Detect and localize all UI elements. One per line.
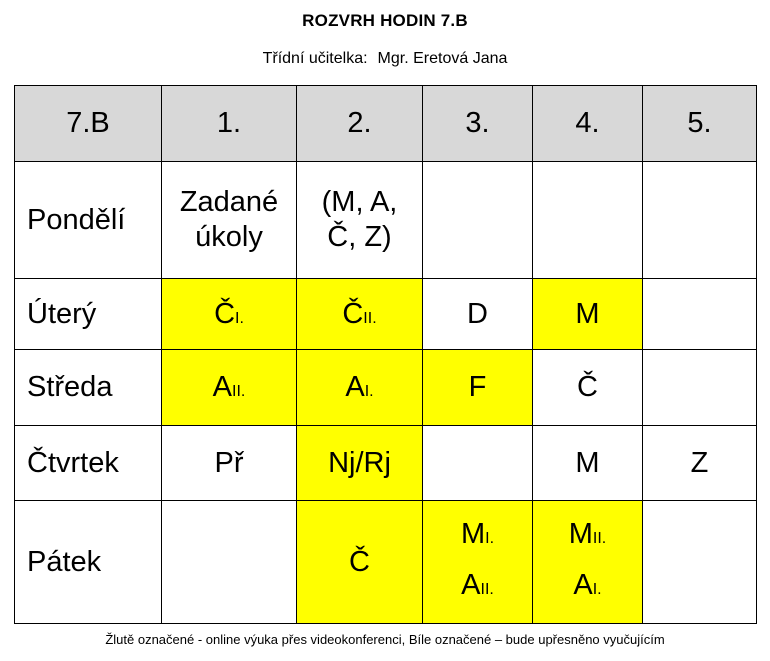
group: I. [485, 530, 495, 547]
teacher-name: Mgr. Eretová Jana [377, 50, 508, 67]
subject: M [568, 518, 593, 550]
cell-tue-5 [643, 279, 757, 350]
cell-tue-1 [162, 279, 297, 350]
row-monday [15, 162, 757, 279]
header-period-4: 4. [533, 86, 643, 162]
row-tuesday [15, 279, 757, 350]
header-period-3: 3. [423, 86, 533, 162]
cell-thu-3 [423, 426, 533, 501]
subject: A [461, 569, 481, 601]
teacher-label: Třídní učitelka: [262, 50, 368, 67]
cell-line: úkoly [195, 221, 263, 253]
cell-fri-4 [533, 501, 643, 624]
header-period-5: 5. [643, 86, 757, 162]
row-friday [15, 501, 757, 624]
subject: Č [214, 297, 236, 330]
header-period-1: 1. [162, 86, 297, 162]
cell-wed-4: Č [533, 350, 643, 426]
cell-mon-1 [162, 162, 297, 279]
row-thursday [15, 426, 757, 501]
header-class: 7.B [15, 86, 162, 162]
cell-line: Zadané [179, 186, 279, 219]
group: I. [235, 309, 244, 327]
cell-thu-1: Př [162, 426, 297, 501]
header-period-2: 2. [297, 86, 423, 162]
cell-mon-3 [423, 162, 533, 279]
subject: A [345, 371, 365, 404]
cell-fri-2: Č [297, 501, 423, 624]
group: I. [364, 383, 374, 401]
day-label: Pondělí [15, 162, 162, 279]
cell-wed-5 [643, 350, 757, 426]
group: II. [363, 309, 377, 327]
cell-tue-2 [297, 279, 423, 350]
group: II. [232, 383, 246, 401]
cell-mon-5 [643, 162, 757, 279]
cell-fri-5 [643, 501, 757, 624]
cell-wed-3: F [423, 350, 533, 426]
subject: Č [342, 297, 364, 330]
cell-thu-5: Z [643, 426, 757, 501]
day-label: Úterý [15, 279, 162, 350]
day-label: Pátek [15, 501, 162, 624]
subject: M [460, 518, 486, 550]
page-title: ROZVRH HODIN 7.B [302, 11, 468, 30]
day-label: Středa [15, 350, 162, 426]
cell-line: Č, Z) [327, 221, 392, 253]
teacher-line [0, 50, 770, 68]
group: II. [592, 530, 607, 547]
row-wednesday [15, 350, 757, 426]
day-label: Čtvrtek [15, 426, 162, 501]
footnote: Žlutě označené - online výuka přes videokonferenci, Bíle označené – bude upřesněno vyučujícím [105, 632, 665, 647]
cell-line: (M, A, [321, 186, 398, 219]
cell-mon-4 [533, 162, 643, 279]
group: II. [480, 581, 494, 598]
cell-tue-4: M [533, 279, 643, 350]
subject: A [573, 569, 593, 601]
subject: A [212, 371, 232, 404]
cell-tue-3: D [423, 279, 533, 350]
cell-thu-2: Nj/Rj [297, 426, 423, 501]
cell-thu-4: M [533, 426, 643, 501]
schedule-table [14, 85, 757, 624]
cell-fri-1 [162, 501, 297, 624]
cell-fri-3 [423, 501, 533, 624]
cell-wed-2 [297, 350, 423, 426]
group: I. [592, 581, 602, 598]
cell-wed-1 [162, 350, 297, 426]
cell-mon-2 [297, 162, 423, 279]
header-row [15, 86, 757, 162]
